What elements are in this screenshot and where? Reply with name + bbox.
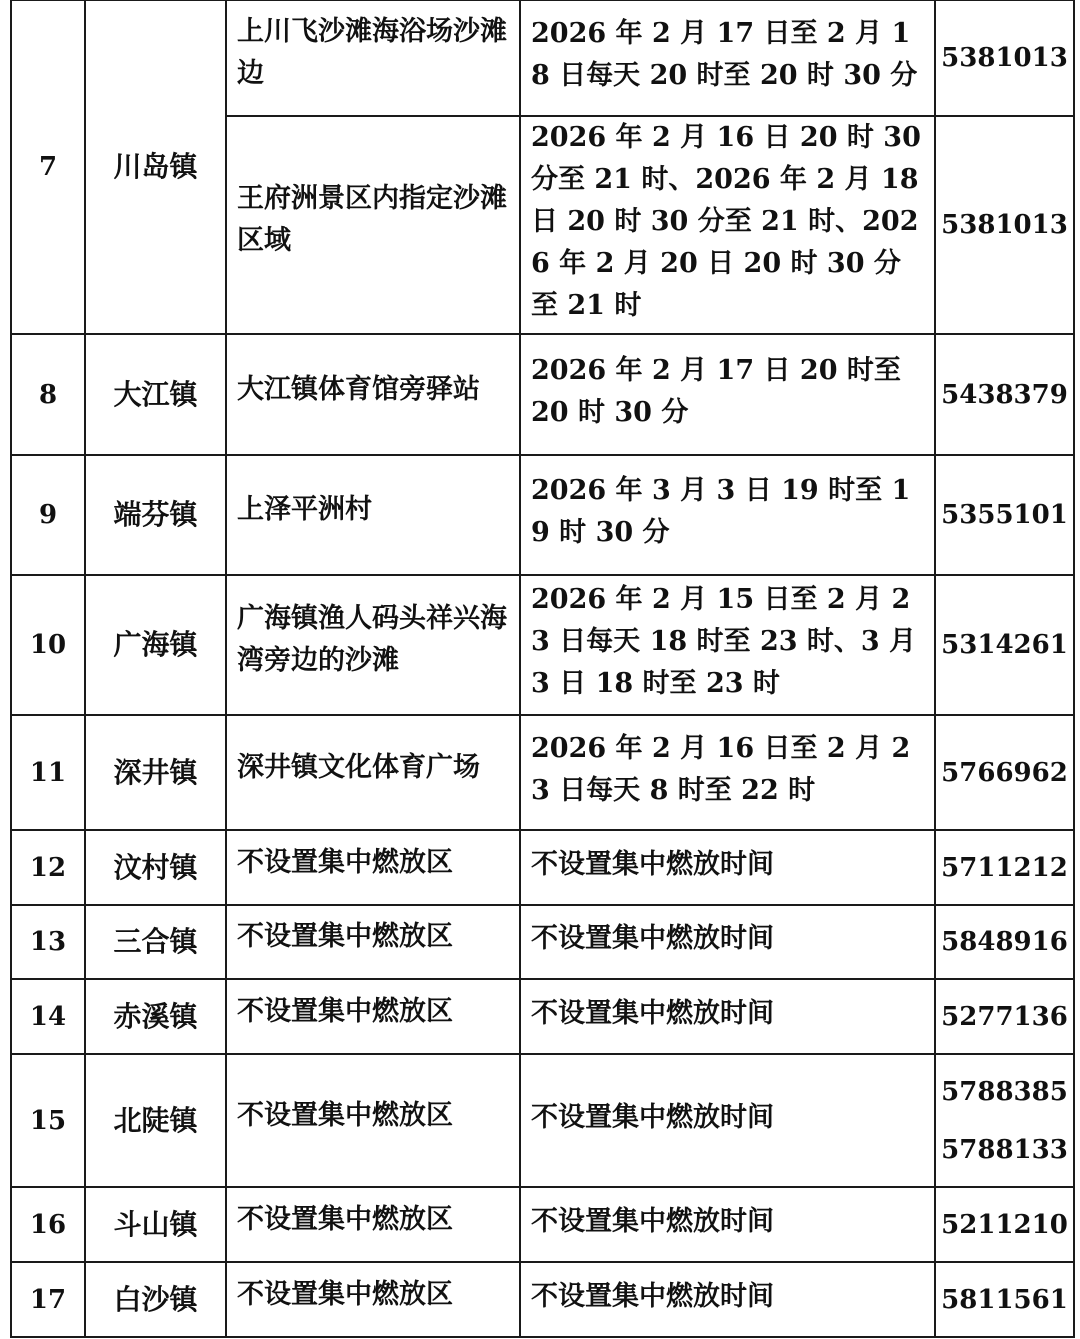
contact-phone-cell: [935, 1187, 1074, 1262]
contact-phone: 5788133: [941, 1134, 1068, 1165]
row-number: 14: [11, 979, 85, 1054]
row-number: 13: [11, 905, 85, 979]
fireworks-location: 不设置集中燃放区: [226, 1054, 520, 1187]
fireworks-location: 上泽平洲村: [226, 455, 520, 575]
town-name: 汶村镇: [85, 830, 226, 905]
table-row: [11, 575, 1074, 715]
fireworks-location: 不设置集中燃放区: [226, 979, 520, 1054]
contact-phone: 5211210: [941, 1209, 1068, 1240]
fireworks-zone-table: [10, 0, 1075, 1338]
town-name: 深井镇: [85, 715, 226, 830]
contact-phone: 5811561: [941, 1284, 1068, 1315]
fireworks-time: 不设置集中燃放时间: [520, 979, 935, 1054]
town-name: 川岛镇: [85, 0, 226, 334]
fireworks-location: 大江镇体育馆旁驿站: [226, 334, 520, 455]
table-row: [11, 979, 1074, 1054]
contact-phone: 5381013: [941, 43, 1068, 73]
table-row: [11, 1054, 1074, 1187]
row-number: 7: [11, 0, 85, 334]
table-row: [11, 455, 1074, 575]
town-name: 白沙镇: [85, 1262, 226, 1337]
row-number: 17: [11, 1262, 85, 1337]
row-number: 16: [11, 1187, 85, 1262]
contact-phone-cell: [935, 905, 1074, 979]
contact-phone-cell: [935, 575, 1074, 715]
fireworks-time: 不设置集中燃放时间: [520, 905, 935, 979]
fireworks-time: 2026 年 2 月 15 日至 2 月 23 日每天 18 时至 23 时、3 月 3 日 18 时至 23 时: [520, 575, 935, 715]
town-name: 广海镇: [85, 575, 226, 715]
row-number: 15: [11, 1054, 85, 1187]
fireworks-time: 2026 年 2 月 17 日至 2 月 18 日每天 20 时至 20 时 30 分: [520, 0, 935, 116]
contact-phone: 5711212: [941, 852, 1068, 883]
contact-phone-cell: [935, 979, 1074, 1054]
fireworks-location: 不设置集中燃放区: [226, 1262, 520, 1337]
fireworks-time: 不设置集中燃放时间: [520, 1054, 935, 1187]
table-row: [11, 0, 1074, 116]
fireworks-location: 上川飞沙滩海浴场沙滩边: [226, 0, 520, 116]
table-row: [11, 1187, 1074, 1262]
row-number: 10: [11, 575, 85, 715]
fireworks-location: 深井镇文化体育广场: [226, 715, 520, 830]
table-row: [11, 334, 1074, 455]
town-name: 大江镇: [85, 334, 226, 455]
contact-phone: 5848916: [941, 927, 1068, 957]
contact-phone-cell: [935, 1054, 1074, 1187]
town-name: 北陡镇: [85, 1054, 226, 1187]
contact-phone: 5314261: [941, 630, 1068, 660]
fireworks-location: 王府洲景区内指定沙滩区域: [226, 116, 520, 334]
fireworks-time: 不设置集中燃放时间: [520, 1262, 935, 1337]
fireworks-time: 2026 年 2 月 17 日 20 时至 20 时 30 分: [520, 334, 935, 455]
contact-phone: 5355101: [941, 500, 1068, 530]
fireworks-time: 不设置集中燃放时间: [520, 1187, 935, 1262]
fireworks-location: 不设置集中燃放区: [226, 905, 520, 979]
contact-phone: 5788385: [941, 1076, 1068, 1107]
fireworks-location: 不设置集中燃放区: [226, 1187, 520, 1262]
row-number: 9: [11, 455, 85, 575]
contact-phone-cell: [935, 0, 1074, 116]
contact-phone-cell: [935, 1262, 1074, 1337]
table-row: [11, 1262, 1074, 1337]
contact-phone: 5381013: [941, 210, 1068, 240]
row-number: 11: [11, 715, 85, 830]
fireworks-time: 2026 年 2 月 16 日至 2 月 23 日每天 8 时至 22 时: [520, 715, 935, 830]
fireworks-location: 不设置集中燃放区: [226, 830, 520, 905]
contact-phone: 5438379: [941, 379, 1068, 410]
row-number: 8: [11, 334, 85, 455]
contact-phone: 5766962: [941, 757, 1068, 788]
town-name: 端芬镇: [85, 455, 226, 575]
table-row: [11, 905, 1074, 979]
town-name: 赤溪镇: [85, 979, 226, 1054]
town-name: 斗山镇: [85, 1187, 226, 1262]
contact-phone-cell: [935, 455, 1074, 575]
fireworks-time: 2026 年 2 月 16 日 20 时 30 分至 21 时、2026 年 2 月 18 日 20 时 30 分至 21 时、2026 年 2 月 20 日 20 时 30 分至 21 时: [520, 116, 935, 334]
row-number: 12: [11, 830, 85, 905]
contact-phone-cell: [935, 715, 1074, 830]
contact-phone-cell: [935, 116, 1074, 334]
contact-phone: 5277136: [941, 1001, 1068, 1032]
contact-phone-cell: [935, 334, 1074, 455]
fireworks-location: 广海镇渔人码头祥兴海湾旁边的沙滩: [226, 575, 520, 715]
fireworks-time: 不设置集中燃放时间: [520, 830, 935, 905]
table-row: [11, 830, 1074, 905]
fireworks-time: 2026 年 3 月 3 日 19 时至 19 时 30 分: [520, 455, 935, 575]
town-name: 三合镇: [85, 905, 226, 979]
contact-phone-cell: [935, 830, 1074, 905]
table-row: [11, 715, 1074, 830]
table-body: [11, 0, 1074, 1337]
